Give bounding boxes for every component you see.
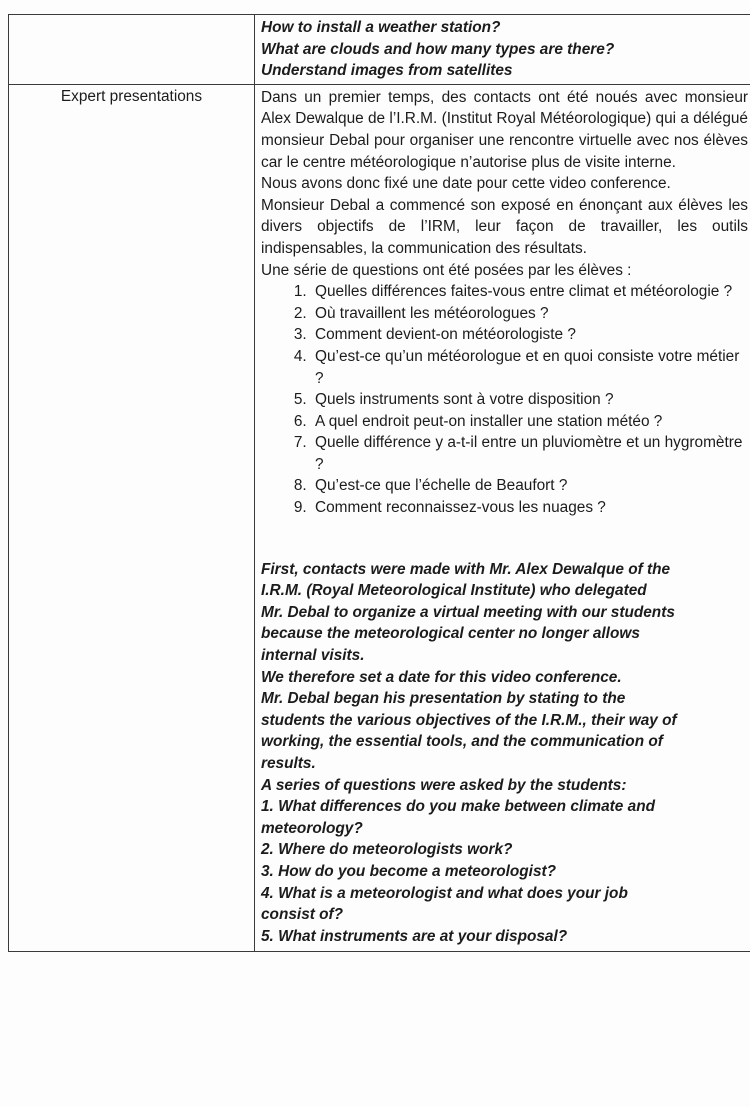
activity-table bbox=[8, 14, 750, 952]
list-item: 6. A quel endroit peut-on installer une station météo ? bbox=[311, 411, 748, 433]
row1-line: Understand images from satellites bbox=[261, 62, 513, 80]
en-line: consist of? bbox=[261, 906, 344, 924]
table-row bbox=[9, 15, 750, 85]
en-line: working, the essential tools, and the communication of bbox=[261, 733, 663, 751]
fr-paragraph: Dans un premier temps, des contacts ont été noués avec monsieur Alex Dewalque de l’I.R.M. (Institut Royal Météorologique) qui a délégué monsieur Debal pour organiser une rencontre virtuelle avec nos élèves car le centre météorologique n’autorise plus de visite interne. bbox=[261, 88, 748, 171]
row2-label-cell bbox=[9, 84, 255, 952]
en-line: Mr. Debal began his presentation by stating to the bbox=[261, 690, 626, 708]
en-line: meteorology? bbox=[261, 819, 363, 837]
en-line: students the various objectives of the I.R.M., their way of bbox=[261, 711, 677, 729]
en-line: 4. What is a meteorologist and what does your job bbox=[261, 884, 628, 902]
list-item: 4. Qu’est-ce qu’un météorologue et en quoi consiste votre métier ? bbox=[311, 346, 748, 389]
table-row bbox=[9, 84, 750, 952]
en-line: First, contacts were made with Mr. Alex Dewalque of the bbox=[261, 560, 671, 578]
en-line: We therefore set a date for this video conference. bbox=[261, 668, 622, 686]
list-item: 3. Comment devient-on météorologiste ? bbox=[311, 324, 748, 346]
en-line: because the meteorological center no longer allows bbox=[261, 625, 640, 643]
en-line: 1. What differences do you make between climate and bbox=[261, 798, 656, 816]
en-line: 3. How do you become a meteorologist? bbox=[261, 862, 557, 880]
en-line: Mr. Debal to organize a virtual meeting with our students bbox=[261, 603, 675, 621]
list-item: 1. Quelles différences faites-vous entre climat et météorologie ? bbox=[311, 281, 748, 303]
fr-paragraph: Une série de questions ont été posées par les élèves : bbox=[261, 261, 632, 279]
row1-line: What are clouds and how many types are there? bbox=[261, 40, 615, 58]
list-item: 5. Quels instruments sont à votre disposition ? bbox=[311, 389, 748, 411]
list-item: 8. Qu’est-ce que l’échelle de Beaufort ? bbox=[311, 475, 748, 497]
en-line: internal visits. bbox=[261, 647, 365, 665]
fr-paragraph: Nous avons donc fixé une date pour cette video conference. bbox=[261, 175, 671, 193]
en-line: A series of questions were asked by the students: bbox=[261, 776, 627, 794]
list-item: 2. Où travaillent les météorologues ? bbox=[311, 303, 748, 325]
en-line: 2. Where do meteorologists work? bbox=[261, 841, 513, 859]
row1-content-cell bbox=[255, 15, 750, 85]
row1-line: How to install a weather station? bbox=[261, 19, 501, 36]
en-translation-block bbox=[261, 559, 748, 948]
row2-content-cell bbox=[255, 84, 750, 952]
en-line: I.R.M. (Royal Meteorological Institute) who delegated bbox=[261, 582, 647, 600]
en-line: results. bbox=[261, 755, 316, 772]
row1-label-cell bbox=[9, 15, 255, 85]
list-item: 9. Comment reconnaissez-vous les nuages ? bbox=[311, 497, 748, 519]
en-line: 5. What instruments are at your disposal? bbox=[261, 927, 568, 945]
expert-presentations-label: Expert presentations bbox=[60, 87, 203, 105]
fr-paragraph: Monsieur Debal a commencé son exposé en énonçant aux élèves les divers objectifs de l’IRM, leur façon de travailler, les outils indispensables, la communication des résultats. bbox=[261, 196, 748, 257]
fr-question-list bbox=[261, 281, 748, 519]
list-item: 7. Quelle différence y a-t-il entre un pluviomètre et un hygromètre ? bbox=[311, 432, 748, 475]
